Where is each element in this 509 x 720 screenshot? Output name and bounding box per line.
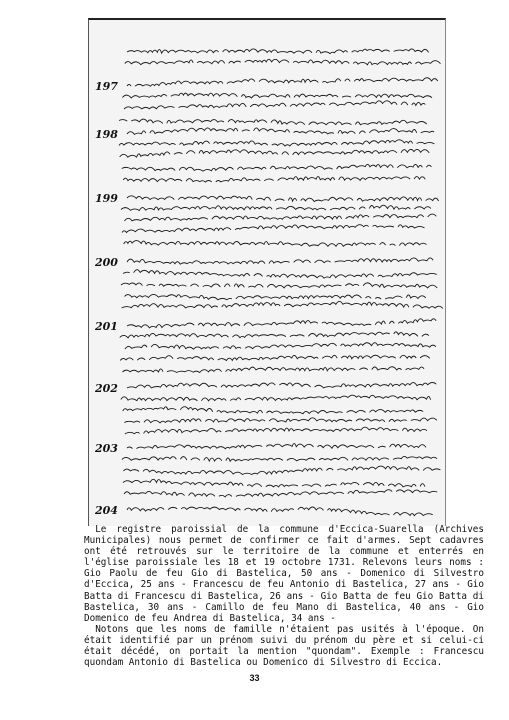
handwriting-line (127, 49, 429, 54)
handwriting-line (127, 258, 437, 264)
handwriting-line (124, 241, 427, 247)
caption-text (84, 524, 484, 668)
entry-number-201: 201 (95, 320, 118, 333)
handwriting-line (127, 319, 436, 328)
handwriting-line (123, 407, 423, 414)
entry-number-202: 202 (95, 382, 118, 395)
handwriting-line (127, 383, 436, 388)
handwriting-line (127, 196, 439, 202)
entry-number-200: 200 (95, 256, 118, 269)
handwriting-line (125, 427, 427, 434)
entry-number-199: 199 (95, 192, 118, 205)
handwriting-line (120, 149, 430, 157)
handwriting-line (120, 332, 429, 338)
handwriting-line (119, 140, 434, 146)
handwriting-line (125, 343, 436, 349)
entry-number-204: 204 (95, 504, 118, 517)
handwriting-line (121, 205, 431, 210)
handwriting-line (127, 128, 434, 135)
handwriting-line (124, 101, 425, 109)
handwriting-line (123, 177, 425, 182)
handwriting-line (123, 466, 440, 474)
handwriting-line (124, 214, 440, 221)
entry-number-198: 198 (95, 128, 118, 141)
handwriting-line (119, 119, 427, 125)
handwriting-line (125, 59, 441, 64)
manuscript-scan (88, 18, 446, 526)
handwriting-line (127, 444, 426, 449)
handwriting-line (122, 93, 432, 98)
handwriting-line (122, 164, 432, 171)
handwriting-line (124, 418, 441, 423)
handwriting-line (122, 367, 424, 373)
handwriting-line (125, 294, 426, 299)
handwriting-line (121, 283, 437, 288)
handwriting-line (122, 456, 437, 461)
handwriting-line (120, 355, 430, 360)
handwriting-line (124, 490, 437, 497)
caption-paragraph-1: Le registre paroissial de la commune d'Eccica-Suarella (Archives Municipales) nous permet de confirmer ce fait d'armes. Sept cadavres ont été retrouvés sur le territoire de la commune et enterrés en l'église paroissiale les 18 et 19 octobre 1731. Relevons leurs noms : Gio Paolu de feu Gio di Bastelica, 50 ans - Domenico di Silvestro d'Eccica, 25 ans - Francescu de feu Antonio di Bastelica, 27 ans - Gio Batta di Francescu di Bastelica, 26 ans - Gio Batta de feu Gio Batta di Bastelica, 30 ans - Camillo de feu Mano di Bastelica, 40 ans - Gio Domenico de feu Andrea di Bastelica, 34 ans - (84, 524, 484, 624)
handwriting-line (123, 270, 437, 278)
handwriting-line (127, 78, 438, 86)
handwriting-line (123, 479, 425, 487)
caption-paragraph-2: Notons que les noms de famille n'étaient pas usités à l'époque. On était identifié par un prénom suivi du prénom du père et si celui-ci était décédé, on portait la mention "quondam". Exemple : Francescu quondam Antonio di Bastelica ou Domenico di Silvestro di Eccica. (84, 623, 484, 669)
page-number: 33 (249, 673, 260, 683)
handwriting-line (122, 301, 443, 308)
handwritten-register-page (89, 20, 445, 526)
handwriting-line (127, 507, 433, 516)
entry-number-203: 203 (95, 442, 118, 455)
handwriting-line (121, 395, 431, 401)
handwriting-line (122, 225, 424, 233)
entry-number-197: 197 (95, 80, 118, 93)
